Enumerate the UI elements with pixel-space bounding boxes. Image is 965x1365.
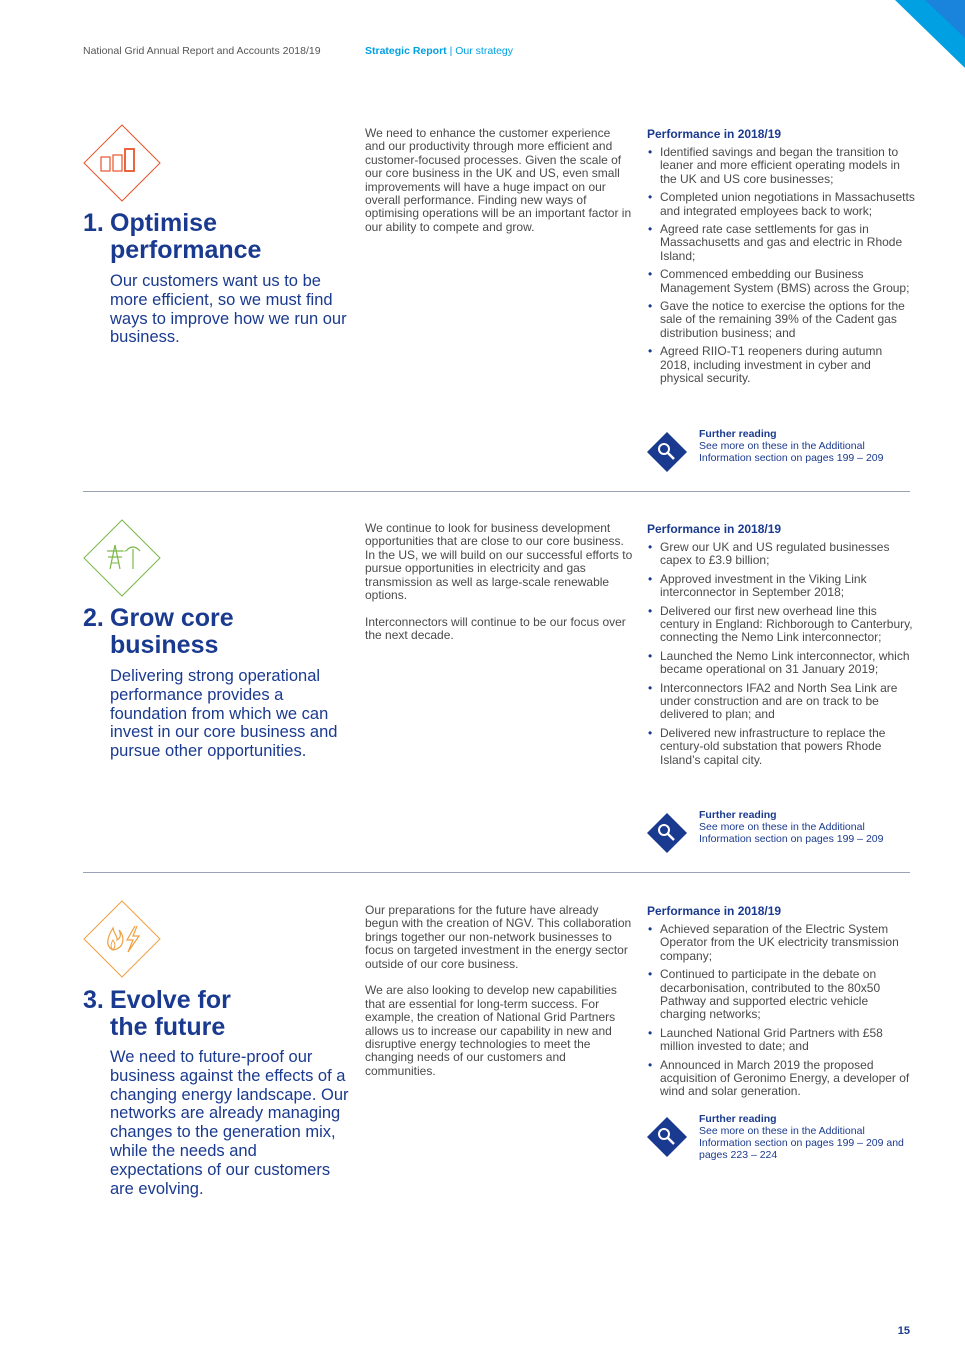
section-title-line2: the future [110, 1013, 226, 1041]
body-paragraph: We are also looking to develop new capabilities that are essential for long-term success. For example, the creation of National Grid Partners allows us to increase our capability in new and disruptive energy technologies to meet the changing needs of our customers and communities. [365, 983, 617, 1078]
pylon-icon [83, 519, 161, 597]
performance-title: Performance in 2018/19 [647, 522, 782, 536]
section-title-line2: business [110, 631, 219, 659]
body-paragraph: We need to enhance the customer experience and our productivity through more efficient and customer-focused processes. Given the scale of our core business in the UK and US, even small improvements will have a huge impact on our overall performance. Finding new ways of optimising operations will be an important factor in our ability to compete and grow. [365, 126, 632, 234]
section-title-line2: performance [110, 236, 262, 264]
performance-item: • Achieved separation of the Electric System Operator from the UK electricity transmission company; [647, 923, 915, 963]
section-body [365, 904, 633, 1092]
further-reading[interactable] [647, 1113, 915, 1163]
performance-item: • Agreed RIIO-T1 reopeners during autumn 2018, including investment in cyber and physical security. [647, 345, 915, 385]
further-reading-title: Further reading [699, 1113, 777, 1125]
performance-item: • Launched the Nemo Link interconnector, which became operational on 31 January 2019; [647, 650, 915, 677]
performance-box [647, 522, 915, 772]
section-number: 1. [83, 209, 104, 237]
further-reading-link[interactable]: See more on these in the Additional Information section on pages 199 – 209 and pages 223 – 224 [699, 1125, 904, 1161]
section-lead: Our customers want us to be more efficient, so we must find ways to improve how we run our business. [110, 272, 347, 347]
section-divider [83, 872, 910, 873]
section-body [365, 127, 633, 248]
performance-title: Performance in 2018/19 [647, 127, 782, 141]
breadcrumb-subsection: Our strategy [455, 45, 514, 57]
section-title-line1: Evolve for [110, 986, 231, 1014]
performance-box [647, 127, 915, 391]
performance-item: • Completed union negotiations in Massachusetts and integrated employees back to work; [647, 191, 915, 218]
section-title [83, 605, 353, 659]
breadcrumb [365, 45, 513, 57]
performance-item: • Delivered our first new overhead line this century in England: Richborough to Canterbury, connecting the Nemo Link interconnector; [647, 605, 915, 645]
further-reading-title: Further reading [699, 809, 777, 821]
performance-title: Performance in 2018/19 [647, 904, 782, 918]
performance-item: • Continued to participate in the debate on decarbonisation, contributed to the 80x50 Pathway and supported electric vehicle charging networks; [647, 968, 915, 1022]
flame-bolt-icon [83, 900, 161, 978]
further-reading-link[interactable]: See more on these in the Additional Information section on pages 199 – 209 [699, 440, 884, 464]
bar-chart-icon [83, 124, 161, 202]
further-reading-title: Further reading [699, 428, 777, 440]
section-title-line1: Grow core [110, 604, 234, 632]
performance-item: • Grew our UK and US regulated businesses capex to £3.9 billion; [647, 541, 915, 568]
corner-triangle [895, 0, 965, 68]
further-reading-link[interactable]: See more on these in the Additional Information section on pages 199 – 209 [699, 821, 884, 845]
performance-list [647, 541, 915, 767]
further-reading[interactable] [647, 428, 915, 478]
section-divider [83, 491, 910, 492]
section-body [365, 522, 633, 656]
further-reading-text [699, 809, 914, 845]
section-number: 3. [83, 986, 104, 1014]
performance-item: • Agreed rate case settlements for gas in Massachusetts and gas and electric in Rhode Island; [647, 223, 915, 263]
performance-list [647, 923, 915, 1099]
performance-item: • Approved investment in the Viking Link interconnector in September 2018; [647, 573, 915, 600]
magnifier-icon [647, 813, 687, 853]
magnifier-icon [647, 1117, 687, 1157]
section-title-line1: Optimise [110, 209, 217, 237]
performance-box [647, 904, 915, 1104]
section-lead: Delivering strong operational performance provides a foundation from which we can invest in our core business and pursue other opportunities. [110, 667, 338, 761]
section-lead: We need to future-proof our business against the effects of a changing energy landscape. Our networks are already managing changes to the generation mix, while the needs and expectations of our customers are evolving. [110, 1048, 349, 1198]
performance-list [647, 146, 915, 386]
page-number: 15 [897, 1325, 910, 1337]
section-title [83, 210, 353, 264]
report-title: National Grid Annual Report and Accounts 2018/19 [83, 45, 321, 57]
section-number: 2. [83, 604, 104, 632]
breadcrumb-separator: | [446, 45, 456, 57]
body-paragraph: Our preparations for the future have already begun with the creation of NGV. This collaboration brings together our non-network businesses to focus on targeted investment in the energy sector outside of our core business. [365, 903, 632, 971]
further-reading[interactable] [647, 809, 915, 859]
performance-item: • Launched National Grid Partners with £58 million invested to date; and [647, 1027, 915, 1054]
performance-item: • Announced in March 2019 the proposed acquisition of Geronimo Energy, a developer of wind and solar generation. [647, 1059, 915, 1099]
section-title [83, 987, 353, 1041]
performance-item: • Commenced embedding our Business Management System (BMS) across the Group; [647, 268, 915, 295]
body-paragraph: Interconnectors will continue to be our focus over the next decade. [365, 614, 626, 643]
further-reading-text [699, 428, 914, 464]
breadcrumb-section: Strategic Report [365, 45, 447, 57]
performance-item: • Gave the notice to exercise the options for the sale of the remaining 39% of the Cadent gas distribution business; and [647, 300, 915, 340]
performance-item: • Identified savings and began the transition to leaner and more efficient operating models in the UK and US core businesses; [647, 146, 915, 186]
performance-item: • Interconnectors IFA2 and North Sea Link are under construction and are on track to be delivered to plan; and [647, 682, 915, 722]
further-reading-text [699, 1113, 914, 1161]
body-paragraph: We continue to look for business development opportunities that are close to our core business. In the US, we will build on our successful efforts to pursue opportunities in electricity and gas transmission as well as large-scale renewable options. [365, 521, 633, 603]
performance-item: • Delivered new infrastructure to replace the century-old substation that powers Rhode Island’s capital city. [647, 727, 915, 767]
magnifier-icon [647, 432, 687, 472]
